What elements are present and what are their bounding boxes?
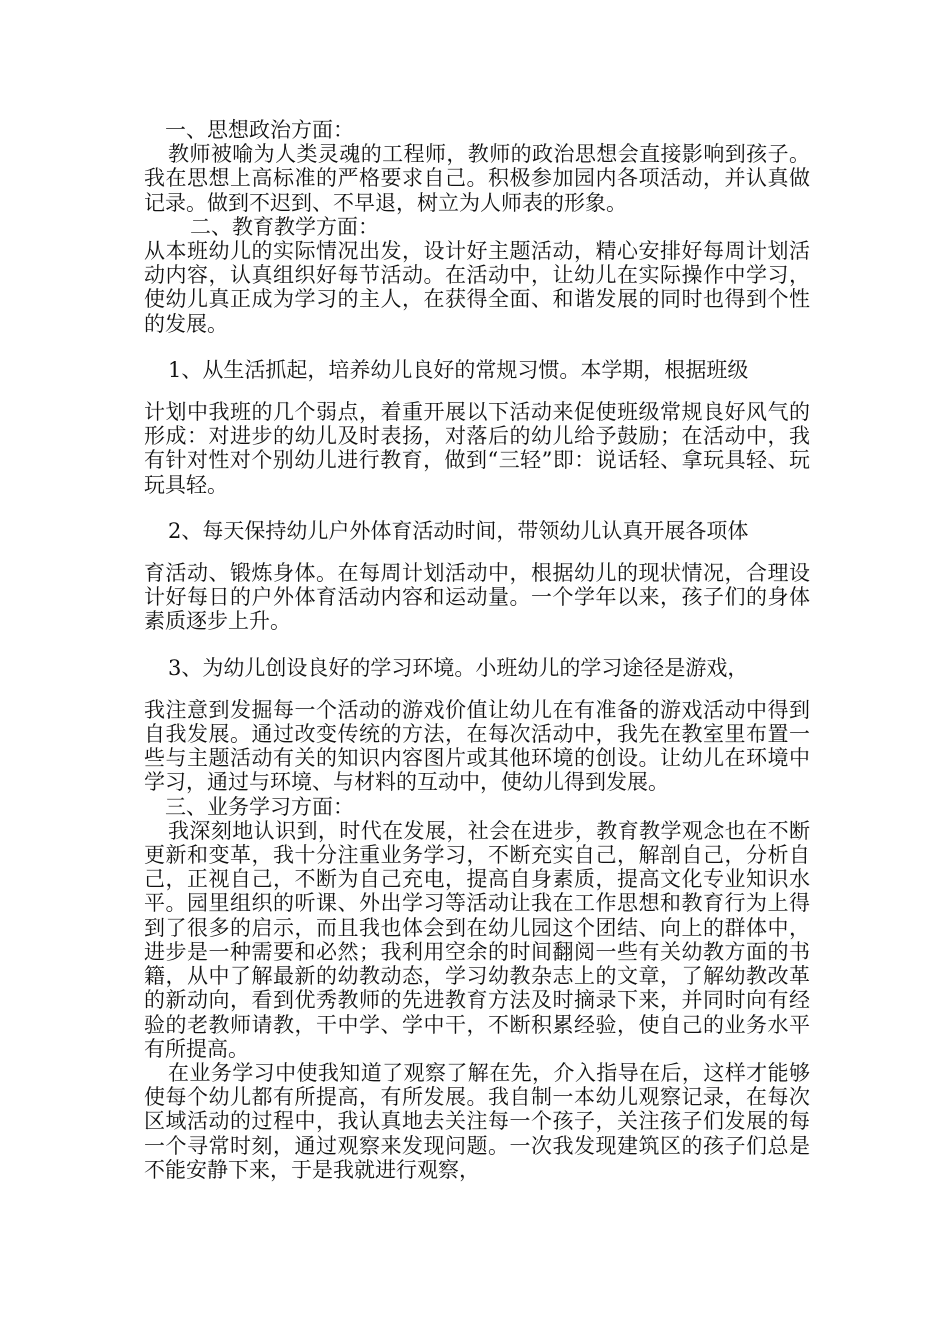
section-heading-professional: 三、业务学习方面：: [165, 794, 354, 819]
paragraph-observation: 在业务学习中使我知道了观察了解在先，介入指导在后，这样才能够使每个幼儿都有所提高，有所发展。我自制一本幼儿观察记录，在每次区域活动的过程中，我认真地去关注每一个孩子，关注孩子们发展的每一个寻常时刻，通过观察来发现问题。一次我发现建筑区的孩子们总是不能安静下来，于是我就进行观察，: [144, 1060, 810, 1182]
item-2-body: 育活动、锻炼身体。在每周计划活动中，根据幼儿的现状情况，合理设计好每日的户外体育活动内容和运动量。一个学年以来，孩子们的身体素质逐步上升。: [144, 561, 810, 634]
document-page: [144, 118, 810, 1182]
item-2-first-line: 2、每天保持幼儿户外体育活动时间，带领幼儿认真开展各项体: [168, 518, 749, 543]
section-heading-political: 一、思想政治方面：: [165, 118, 354, 142]
item-3-body: 我注意到发掘每一个活动的游戏价值让幼儿在有准备的游戏活动中得到自我发展。通过改变传统的方法，在每次活动中，我先在教室里布置一些与主题活动有关的知识内容图片或其他环境的创设。让幼儿在环境中学习，通过与环境、与材料的互动中，使幼儿得到发展。: [144, 697, 810, 795]
paragraph-teaching: 从本班幼儿的实际情况出发，设计好主题活动，精心安排好每周计划活动内容，认真组织好每节活动。在活动中，让幼儿在实际操作中学习，使幼儿真正成为学习的主人，在获得全面、和谐发展的同时也得到个性的发展。: [144, 239, 810, 336]
item-1-body: 计划中我班的几个弱点，着重开展以下活动来促使班级常规良好风气的形成：对进步的幼儿及时表扬，对落后的幼儿给予鼓励；在活动中，我有针对性对个别幼儿进行教育，做到“三轻”即：说话轻、拿玩具轻、玩玩具轻。: [144, 400, 810, 497]
item-1-first-line: 1、从生活抓起，培养幼儿良好的常规习惯。本学期，根据班级: [168, 357, 749, 382]
paragraph-political: 教师被喻为人类灵魂的工程师，教师的政治思想会直接影响到孩子。我在思想上高标准的严格要求自己。积极参加园内各项活动，并认真做记录。做到不迟到、不早退，树立为人师表的形象。: [144, 142, 810, 215]
section-heading-teaching: 二、教育教学方面：: [190, 214, 379, 239]
item-3-first-line: 3、为幼儿创设良好的学习环境。小班幼儿的学习途径是游戏，: [168, 655, 749, 680]
paragraph-professional: 我深刻地认识到，时代在发展，社会在进步，教育教学观念也在不断更新和变革，我十分注重业务学习，不断充实自己，解剖自己，分析自己，正视自己，不断为自己充电，提高自身素质，提高文化专业知识水平。园里组织的听课、外出学习等活动让我在工作思想和教育行为上得到了很多的启示，而且我也体会到在幼儿园这个团结、向上的群体中，进步是一种需要和必然；我利用空余的时间翻阅一些有关幼教方面的书籍，从中了解最新的幼教动态，学习幼教杂志上的文章，了解幼教改革的新动向，看到优秀教师的先进教育方法及时摘录下来，并同时向有经验的老教师请教，干中学、学中干，不断积累经验，使自己的业务水平有所提高。: [144, 818, 810, 1061]
